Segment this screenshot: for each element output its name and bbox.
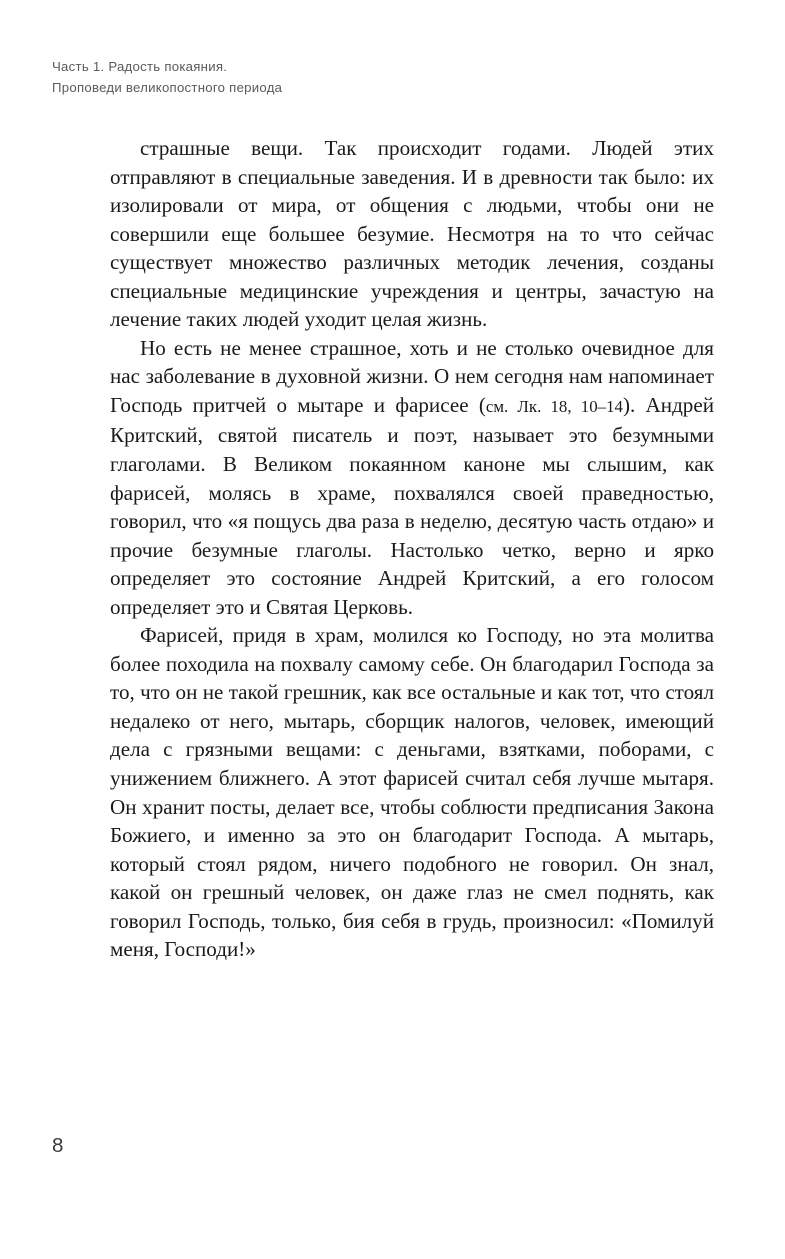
citation-open-paren: ( (478, 392, 486, 417)
running-header (52, 56, 572, 98)
running-header-line-1: Часть 1. Радость покаяния. (52, 59, 228, 74)
paragraph-2 (110, 334, 714, 621)
body-text-block (110, 134, 714, 964)
paragraph-3-text: Фарисей, придя в храм, молился ко Господу, но эта молитва более походила на похвалу самому себе. Он благодарил Господа за то, что он не такой грешник, как все остальные и как тот, что стоял недалеко от него, мытарь, сборщик налогов, человек, имеющий дела с грязными вещами: с деньгами, взятками, поборами, с унижением ближнего. А этот фарисей считал себя лучше мытаря. Он хранит посты, делает все, чтобы соблюсти предписания Закона Божиего, и именно за это он благодарит Господа. А мытарь, который стоял рядом, ничего подобного не говорил. Он знал, какой он грешный человек, он даже глаз не смел поднять, как говорил Господь, только, бия себя в грудь, произносил: «Помилуй меня, Господи!» (110, 623, 714, 962)
paragraph-1-text: страшные вещи. Так происходит годами. Людей этих отправляют в специальные заведения. И в древности так было: их изолировали от мира, от общения с людьми, чтобы они не совершили еще большее безумие. Несмотря на то что сейчас существует множество различных методик лечения, созданы специальные медицинские учреждения и центры, зачастую на лечение таких людей уходит целая жизнь. (110, 136, 714, 332)
scripture-citation: см. Лк. 18, 10–14 (485, 396, 623, 416)
citation-close-paren: ) (622, 392, 631, 417)
page-number: 8 (52, 1134, 64, 1157)
paragraph-1 (110, 134, 714, 334)
paragraph-2-text-before-citation: Но есть не менее страшное, хоть и не столько очевидное для нас заболевание в духовной жизни. О нем сегодня нам напоминает Господь притчей о мытаре и фарисее (110, 335, 714, 417)
paragraph-2-text-after-citation: . Андрей Критский, святой писатель и поэт, называет это безумными глаголами. В Великом покаянном каноне мы слышим, как фарисей, молясь в храме, похвалялся своей праведностью, говорил, что «я пощусь два раза в неделю, десятую часть отдаю» и прочие безумные глаголы. Настолько четко, верно и ярко определяет это состояние Андрей Критский, а его голосом определяет это и Святая Церковь. (110, 392, 714, 619)
paragraph-3 (110, 621, 714, 964)
running-header-line-2: Проповеди великопостного периода (52, 80, 283, 95)
